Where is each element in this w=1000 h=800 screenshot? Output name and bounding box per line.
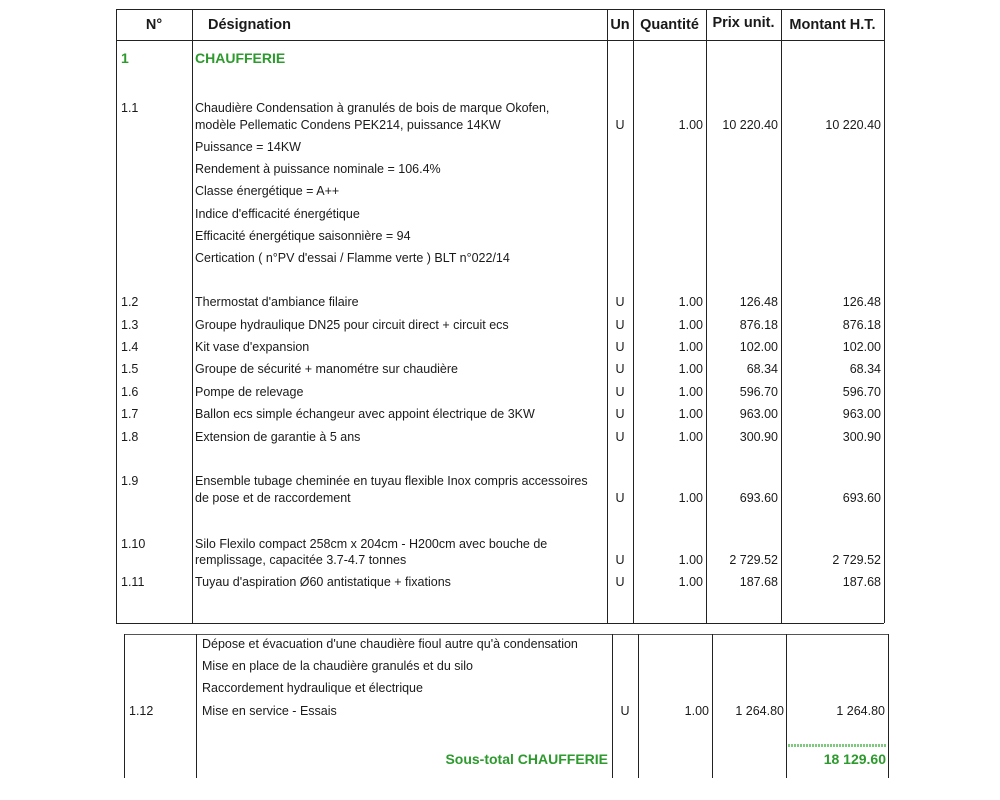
item-quantity: 1.00 (678, 295, 703, 309)
header-no: N° (145, 17, 163, 33)
item-quantity: 1.00 (678, 118, 703, 132)
item-description-line: de pose et de raccordement (195, 491, 351, 505)
item-description-line: Dépose et évacuation d'une chaudière fioul autre qu'à condensation (202, 637, 578, 651)
item-unit-price: 2 729.52 (729, 553, 778, 567)
item-unit: U (615, 575, 625, 589)
item-quantity: 1.00 (678, 553, 703, 567)
item-unit-price: 68.34 (746, 362, 778, 376)
header-bottom-border (116, 40, 884, 41)
item-unit: U (615, 553, 625, 567)
item-number: 1.4 (121, 340, 139, 354)
item-number: 1.9 (121, 474, 139, 488)
header-unit-price: Prix unit. (712, 15, 775, 31)
item-description-line: Chaudière Condensation à granulés de bois de marque Okofen, (195, 101, 550, 115)
col-border-price (781, 9, 782, 623)
item-amount: 102.00 (842, 340, 881, 354)
item-unit-price: 102.00 (739, 340, 778, 354)
item-number: 1.3 (121, 318, 139, 332)
item-description-line: Rendement à puissance nominale = 106.4% (195, 162, 441, 176)
item-description: Ballon ecs simple échangeur avec appoint électrique de 3KW (195, 407, 535, 421)
header-designation: Désignation (208, 17, 291, 33)
item-unit-price: 187.68 (739, 575, 778, 589)
item-number: 1.7 (121, 407, 139, 421)
section-title: CHAUFFERIE (195, 50, 286, 66)
table-bottom-border (116, 623, 884, 624)
item-number: 1.2 (121, 295, 139, 309)
item-amount: 126.48 (842, 295, 881, 309)
item-amount: 693.60 (842, 491, 881, 505)
col-border-qty (706, 9, 707, 623)
item-description: Thermostat d'ambiance filaire (195, 295, 359, 309)
item-number: 1.6 (121, 385, 139, 399)
header-quantity: Quantité (640, 17, 699, 33)
table-top-border (116, 9, 884, 10)
header-amount: Montant H.T. (789, 17, 876, 33)
item-number: 1.5 (121, 362, 139, 376)
item-description: Groupe de sécurité + manométre sur chaudière (195, 362, 458, 376)
item-amount: 187.68 (842, 575, 881, 589)
item-number: 1.10 (121, 537, 146, 551)
item-description-line: Classe énergétique = A++ (195, 184, 340, 198)
item-description-line: Silo Flexilo compact 258cm x 204cm - H200cm avec bouche de (195, 537, 548, 551)
item-description: Pompe de relevage (195, 385, 304, 399)
item-unit: U (615, 118, 625, 132)
cont-col-border-left (124, 634, 125, 778)
item-unit: U (615, 318, 625, 332)
item-unit: U (615, 407, 625, 421)
item-description: Groupe hydraulique DN25 pour circuit direct + circuit ecs (195, 318, 509, 332)
item-amount: 596.70 (842, 385, 881, 399)
item-description-line: Raccordement hydraulique et électrique (202, 681, 423, 695)
item-description-line: Mise en service - Essais (202, 704, 337, 718)
item-unit-price: 963.00 (739, 407, 778, 421)
col-border-unit (633, 9, 634, 623)
item-quantity: 1.00 (678, 430, 703, 444)
item-unit: U (615, 340, 625, 354)
item-amount: 876.18 (842, 318, 881, 332)
item-unit: U (615, 491, 625, 505)
item-unit: U (615, 430, 625, 444)
item-description-line: Efficacité énergétique saisonnière = 94 (195, 229, 411, 243)
continuation-top-border (124, 634, 888, 635)
item-number: 1.1 (121, 101, 139, 115)
item-unit-price: 126.48 (739, 295, 778, 309)
item-number: 1.8 (121, 430, 139, 444)
item-unit-price: 596.70 (739, 385, 778, 399)
item-description-line: Puissance = 14KW (195, 140, 301, 154)
item-quantity: 1.00 (678, 340, 703, 354)
cont-col-border-no (196, 634, 197, 778)
item-quantity: 1.00 (684, 704, 709, 718)
col-border-left (116, 9, 117, 623)
subtotal-amount: 18 129.60 (823, 751, 886, 767)
subtotal-label: Sous-total CHAUFFERIE (445, 751, 608, 767)
item-amount: 2 729.52 (832, 553, 881, 567)
item-quantity: 1.00 (678, 491, 703, 505)
item-quantity: 1.00 (678, 318, 703, 332)
item-number: 1.11 (121, 575, 145, 589)
item-description-line: Certication ( n°PV d'essai / Flamme verte ) BLT n°022/14 (195, 251, 510, 265)
item-unit-price: 693.60 (739, 491, 778, 505)
item-description-line: Indice d'efficacité énergétique (195, 207, 360, 221)
item-unit: U (620, 704, 630, 718)
item-quantity: 1.00 (678, 362, 703, 376)
item-amount: 10 220.40 (825, 118, 881, 132)
item-description-line: Ensemble tubage cheminée en tuyau flexible Inox compris accessoires (195, 474, 588, 488)
header-unit: Un (610, 17, 630, 33)
section-number: 1 (121, 50, 129, 66)
item-description-line: Mise en place de la chaudière granulés et du silo (202, 659, 474, 673)
item-description-line: modèle Pellematic Condens PEK214, puissance 14KW (195, 118, 501, 132)
item-description: Kit vase d'expansion (195, 340, 310, 354)
col-border-no (192, 9, 193, 623)
item-amount: 1 264.80 (836, 704, 885, 718)
item-description: Extension de garantie à 5 ans (195, 430, 361, 444)
item-description: Tuyau d'aspiration Ø60 antistatique + fixations (195, 575, 451, 589)
item-unit: U (615, 362, 625, 376)
item-amount: 68.34 (849, 362, 881, 376)
item-description-line: remplissage, capacitée 3.7-4.7 tonnes (195, 553, 407, 567)
subtotal-separator (788, 744, 886, 747)
item-quantity: 1.00 (678, 575, 703, 589)
item-unit-price: 1 264.80 (735, 704, 784, 718)
item-number: 1.12 (129, 704, 154, 718)
item-amount: 300.90 (842, 430, 881, 444)
item-unit: U (615, 295, 625, 309)
item-quantity: 1.00 (678, 407, 703, 421)
cont-col-border-right (888, 634, 889, 778)
item-unit-price: 10 220.40 (722, 118, 778, 132)
col-border-right (884, 9, 885, 623)
item-unit-price: 300.90 (739, 430, 778, 444)
item-quantity: 1.00 (678, 385, 703, 399)
col-border-designation (607, 9, 608, 623)
item-unit: U (615, 385, 625, 399)
item-amount: 963.00 (842, 407, 881, 421)
item-unit-price: 876.18 (739, 318, 778, 332)
